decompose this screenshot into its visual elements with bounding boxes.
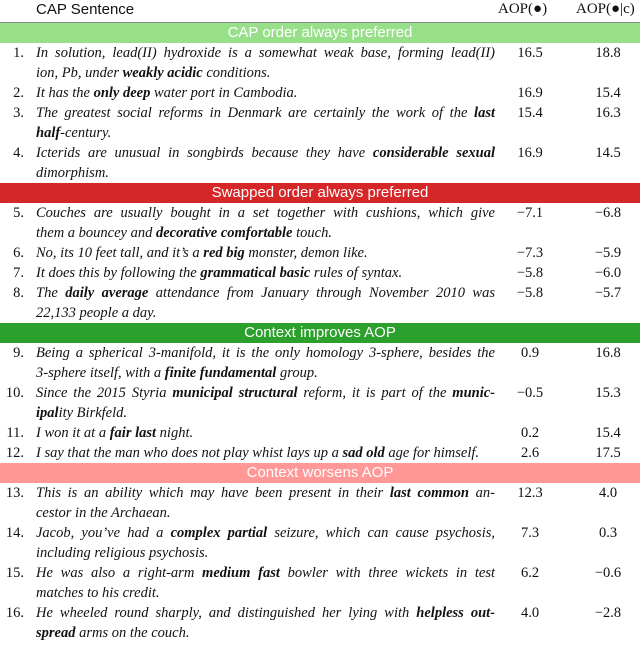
sentence-text: He was also a right-arm bbox=[36, 565, 203, 581]
sentence-text: group. bbox=[276, 365, 318, 381]
sentence-line bbox=[36, 563, 495, 583]
aop-value: 12.3 bbox=[517, 485, 543, 501]
aop-context-value: −5.7 bbox=[594, 285, 622, 301]
sentence-line bbox=[36, 303, 495, 323]
sentence-text: This is an ability which may have been present in their bbox=[36, 485, 390, 501]
sentence-text: Being a spherical 3-manifold, it is the only homology 3-sphere, besides the bbox=[36, 345, 495, 361]
table-row bbox=[0, 263, 640, 283]
cap-sentence bbox=[36, 143, 495, 183]
sentence-text: reform, it is part of the bbox=[297, 385, 453, 401]
cap-sentence bbox=[36, 603, 495, 643]
row-number: 9. bbox=[13, 345, 24, 361]
sentence-text: I say that the man who does not play whist lays up a bbox=[36, 445, 343, 461]
table-header bbox=[0, 0, 640, 23]
table-row bbox=[0, 103, 640, 143]
aop-value: 16.9 bbox=[517, 85, 543, 101]
section-header: CAP order always preferred bbox=[0, 23, 640, 43]
highlighted-adjectives: munic- bbox=[452, 385, 495, 401]
table-row bbox=[0, 523, 640, 563]
sentence-line bbox=[36, 263, 495, 283]
sentence-text: them a bouncey and bbox=[36, 225, 156, 241]
header-aop-context: AOP(●|c) bbox=[576, 1, 635, 17]
sentence-line bbox=[36, 603, 495, 623]
sentence-line bbox=[36, 623, 495, 643]
cap-sentence bbox=[36, 483, 495, 523]
table-row bbox=[0, 83, 640, 103]
sentence-text: Icterids are unusual in songbirds because they have bbox=[36, 145, 373, 161]
sentence-text: Since the 2015 Styria bbox=[36, 385, 173, 401]
row-number: 2. bbox=[13, 85, 24, 101]
sentence-line bbox=[36, 163, 495, 183]
table-row bbox=[0, 483, 640, 523]
row-number: 7. bbox=[13, 265, 24, 281]
aop-value: −7.1 bbox=[516, 205, 544, 221]
sentence-text: -century. bbox=[60, 125, 112, 141]
section-header: Swapped order always preferred bbox=[0, 183, 640, 203]
highlighted-adjectives: last bbox=[474, 105, 495, 121]
row-number: 4. bbox=[13, 145, 24, 161]
sentence-line bbox=[36, 43, 495, 63]
sentence-text: seizure, which can cause psychosis, bbox=[267, 525, 495, 541]
row-number: 14. bbox=[5, 525, 24, 541]
table-row bbox=[0, 143, 640, 183]
cap-sentence bbox=[36, 43, 495, 83]
sentence-line bbox=[36, 403, 495, 423]
highlighted-adjectives: finite fundamental bbox=[164, 365, 277, 381]
aop-context-value: 14.5 bbox=[595, 145, 621, 161]
table-row bbox=[0, 603, 640, 643]
highlighted-adjectives: red big bbox=[203, 245, 245, 261]
cap-sentence bbox=[36, 563, 495, 603]
aop-context-value: 17.5 bbox=[595, 445, 621, 461]
sentence-text: conditions. bbox=[202, 65, 271, 81]
sentence-line bbox=[36, 343, 495, 363]
highlighted-adjectives: medium fast bbox=[202, 565, 280, 581]
sentence-text: Jacob, you’ve had a bbox=[36, 525, 171, 541]
table-row bbox=[0, 203, 640, 243]
sentence-text: 22,133 people a day. bbox=[36, 305, 157, 321]
cap-sentence bbox=[36, 263, 495, 283]
sentence-line bbox=[36, 523, 495, 543]
aop-context-value: 18.8 bbox=[595, 45, 621, 61]
cap-sentence bbox=[36, 443, 495, 463]
sentence-text: an- bbox=[469, 485, 495, 501]
highlighted-adjectives: decorative comfortable bbox=[156, 225, 293, 241]
highlighted-adjectives: ipal bbox=[36, 405, 59, 421]
aop-value: −0.5 bbox=[516, 385, 544, 401]
table-row bbox=[0, 563, 640, 603]
highlighted-adjectives: half bbox=[36, 125, 61, 141]
sentence-text: bowler with three wickets in test bbox=[279, 565, 495, 581]
aop-context-value: −2.8 bbox=[594, 605, 622, 621]
highlighted-adjectives: complex partial bbox=[170, 525, 268, 541]
sentence-text: dimorphism. bbox=[36, 165, 109, 181]
sentence-line bbox=[36, 543, 495, 563]
table-row bbox=[0, 343, 640, 383]
cap-sentence bbox=[36, 103, 495, 143]
aop-value: −5.8 bbox=[516, 285, 544, 301]
aop-value: 2.6 bbox=[520, 445, 540, 461]
cap-sentence bbox=[36, 383, 495, 423]
row-number: 8. bbox=[13, 285, 24, 301]
highlighted-adjectives: sad old bbox=[342, 445, 385, 461]
highlighted-adjectives: municipal structural bbox=[172, 385, 298, 401]
sentence-line bbox=[36, 103, 495, 123]
row-number: 12. bbox=[5, 445, 24, 461]
aop-value: −5.8 bbox=[516, 265, 544, 281]
table-row bbox=[0, 443, 640, 463]
sentence-line bbox=[36, 443, 495, 463]
sentence-text: including religious psychosis. bbox=[36, 545, 209, 561]
sentence-line bbox=[36, 243, 495, 263]
aop-context-value: −0.6 bbox=[594, 565, 622, 581]
sentence-line bbox=[36, 143, 495, 163]
sentence-line bbox=[36, 203, 495, 223]
sentence-text: attendance from January through November 2010 was bbox=[148, 285, 495, 301]
highlighted-adjectives: fair last bbox=[109, 425, 157, 441]
aop-value: −7.3 bbox=[516, 245, 544, 261]
sentence-line bbox=[36, 503, 495, 523]
table-row bbox=[0, 283, 640, 323]
aop-context-value: 15.4 bbox=[595, 85, 621, 101]
aop-context-value: 15.3 bbox=[595, 385, 621, 401]
row-number: 15. bbox=[5, 565, 24, 581]
section-header: Context improves AOP bbox=[0, 323, 640, 343]
cap-sentence bbox=[36, 423, 495, 443]
sentence-text: night. bbox=[156, 425, 194, 441]
aop-context-value: 16.8 bbox=[595, 345, 621, 361]
aop-context-value: −6.8 bbox=[594, 205, 622, 221]
sentence-text: rules of syntax. bbox=[310, 265, 403, 281]
sentence-line bbox=[36, 483, 495, 503]
sentence-line bbox=[36, 383, 495, 403]
cap-sentence bbox=[36, 283, 495, 323]
table-row bbox=[0, 423, 640, 443]
aop-context-value: −6.0 bbox=[594, 265, 622, 281]
sentence-text: I won it at a bbox=[36, 425, 110, 441]
sentence-line bbox=[36, 83, 495, 103]
aop-value: 0.2 bbox=[520, 425, 540, 441]
sentence-text: In solution, lead(II) hydroxide is a somewhat weak base, forming lead(II) bbox=[36, 45, 495, 61]
sentence-text: The greatest social reforms in Denmark are certainly the work of the bbox=[36, 105, 475, 121]
aop-context-value: 4.0 bbox=[598, 485, 618, 501]
table-body bbox=[0, 23, 640, 643]
sentence-line bbox=[36, 363, 495, 383]
cap-sentence bbox=[36, 83, 495, 103]
sentence-text: matches to his credit. bbox=[36, 585, 160, 601]
highlighted-adjectives: considerable sexual bbox=[372, 145, 495, 161]
row-number: 10. bbox=[5, 385, 24, 401]
aop-context-value: 0.3 bbox=[598, 525, 618, 541]
row-number: 3. bbox=[13, 105, 24, 121]
sentence-text: monster, demon like. bbox=[244, 245, 368, 261]
aop-context-value: −5.9 bbox=[594, 245, 622, 261]
table-row bbox=[0, 383, 640, 423]
row-number: 16. bbox=[5, 605, 24, 621]
sentence-text: It has the bbox=[36, 85, 94, 101]
aop-value: 16.9 bbox=[517, 145, 543, 161]
aop-value: 7.3 bbox=[520, 525, 540, 541]
sentence-text: water port in Cambodia. bbox=[150, 85, 298, 101]
row-number: 11. bbox=[6, 425, 24, 441]
sentence-text: No, its 10 feet tall, and it’s a bbox=[36, 245, 204, 261]
highlighted-adjectives: weakly acidic bbox=[122, 65, 203, 81]
sentence-text: cestor in the Archaean. bbox=[36, 505, 171, 521]
sentence-line bbox=[36, 123, 495, 143]
table-row bbox=[0, 43, 640, 83]
sentence-text: It does this by following the bbox=[36, 265, 201, 281]
row-number: 13. bbox=[5, 485, 24, 501]
sentence-line bbox=[36, 583, 495, 603]
aop-value: 4.0 bbox=[520, 605, 540, 621]
header-cap-sentence: CAP Sentence bbox=[36, 1, 135, 18]
header-aop: AOP(●) bbox=[498, 1, 548, 17]
row-number: 1. bbox=[13, 45, 24, 61]
cap-sentence bbox=[36, 523, 495, 563]
highlighted-adjectives: spread bbox=[36, 625, 76, 641]
sentence-line bbox=[36, 63, 495, 83]
sentence-text: 3-sphere itself, with a bbox=[36, 365, 165, 381]
highlighted-adjectives: grammatical basic bbox=[200, 265, 311, 281]
aop-context-value: 16.3 bbox=[595, 105, 621, 121]
sentence-text: age for himself. bbox=[384, 445, 480, 461]
sentence-text: touch. bbox=[292, 225, 332, 241]
table-row bbox=[0, 243, 640, 263]
row-number: 5. bbox=[13, 205, 24, 221]
highlighted-adjectives: only deep bbox=[93, 85, 151, 101]
sentence-text: The bbox=[36, 285, 66, 301]
sentence-text: He wheeled round sharply, and distinguished her lying with bbox=[36, 605, 417, 621]
aop-value: 15.4 bbox=[517, 105, 543, 121]
aop-value: 16.5 bbox=[517, 45, 543, 61]
highlighted-adjectives: daily average bbox=[65, 285, 149, 301]
sentence-text: Couches are usually bought in a set together with cushions, which give bbox=[36, 205, 495, 221]
section-header: Context worsens AOP bbox=[0, 463, 640, 483]
sentence-line bbox=[36, 283, 495, 303]
cap-sentence bbox=[36, 203, 495, 243]
highlighted-adjectives: helpless out- bbox=[416, 605, 496, 621]
sentence-text: arms on the couch. bbox=[75, 625, 190, 641]
aop-value: 6.2 bbox=[520, 565, 540, 581]
highlighted-adjectives: last common bbox=[389, 485, 469, 501]
cap-sentence bbox=[36, 243, 495, 263]
sentence-text: ity Birkfeld. bbox=[58, 405, 128, 421]
row-number: 6. bbox=[13, 245, 24, 261]
sentence-text: ion, Pb, under bbox=[36, 65, 123, 81]
sentence-line bbox=[36, 423, 495, 443]
sentence-line bbox=[36, 223, 495, 243]
cap-sentence bbox=[36, 343, 495, 383]
aop-context-value: 15.4 bbox=[595, 425, 621, 441]
aop-value: 0.9 bbox=[520, 345, 540, 361]
